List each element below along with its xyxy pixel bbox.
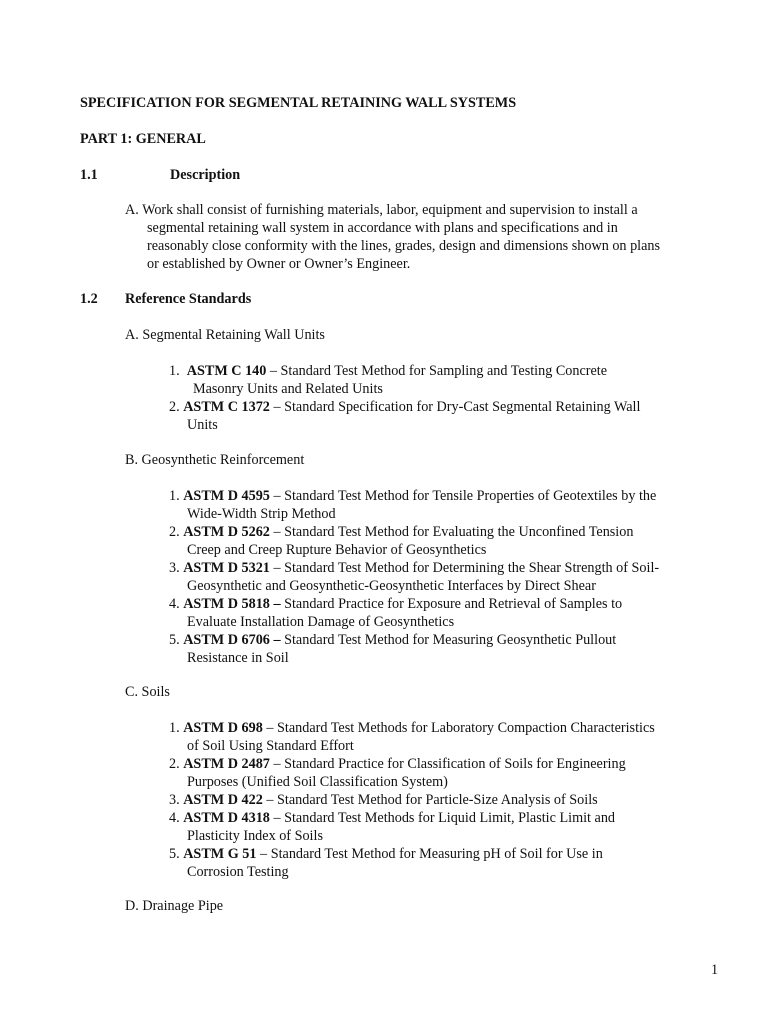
standard-code: ASTM C 140 xyxy=(186,363,267,379)
list-item: 1. ASTM D 698 – Standard Test Methods for Laboratory Compaction Characteristics of Soil Using Standard Effort xyxy=(169,720,655,754)
paragraph-line: or established by Owner or Owner’s Engineer. xyxy=(147,256,411,272)
list-item: 3. ASTM D 422 – Standard Test Method for Particle-Size Analysis of Soils xyxy=(169,792,598,808)
standard-code: ASTM D 4595 xyxy=(183,488,270,504)
list-item: 2. ASTM D 5262 – Standard Test Method for Evaluating the Unconfined Tension Creep and Creep Rupture Behavior of Geosynthetics xyxy=(169,524,634,558)
section-number-1-2: 1.2 xyxy=(80,291,98,307)
standard-code: ASTM D 4318 xyxy=(183,810,270,826)
paragraph-lead-line: A. Work shall consist of furnishing materials, labor, equipment and supervision to install a xyxy=(125,202,638,218)
section-title-reference-standards: Reference Standards xyxy=(125,291,252,307)
list-item: 1. ASTM C 140 – Standard Test Method for Sampling and Testing Concrete Masonry Units and Related Units xyxy=(169,363,608,397)
standard-code: ASTM D 2487 xyxy=(183,756,270,772)
list-item: 4. ASTM D 5818 – Standard Practice for Exposure and Retrieval of Samples to Evaluate Installation Damage of Geosynthetics xyxy=(169,596,623,630)
part-heading: PART 1: GENERAL xyxy=(80,131,206,147)
standards-list-b xyxy=(169,487,709,667)
standard-code: ASTM G 51 xyxy=(183,846,257,862)
standard-code: ASTM D 5818 – xyxy=(183,596,281,612)
paragraph-line: reasonably close conformity with the lines, grades, design and dimensions shown on plans xyxy=(147,238,661,254)
standard-code: ASTM D 698 xyxy=(183,720,263,736)
list-item: 2. ASTM C 1372 – Standard Specification for Dry-Cast Segmental Retaining Wall Units xyxy=(169,399,641,433)
document-title: SPECIFICATION FOR SEGMENTAL RETAINING WALL SYSTEMS xyxy=(80,95,517,111)
standard-code: ASTM C 1372 xyxy=(183,399,270,415)
subsection-heading-b: B. Geosynthetic Reinforcement xyxy=(125,452,305,468)
list-item: 1. ASTM D 4595 – Standard Test Method for Tensile Properties of Geotextiles by the Wide-Width Strip Method xyxy=(169,488,657,522)
page-number: 1 xyxy=(711,962,719,978)
subsection-heading-a: A. Segmental Retaining Wall Units xyxy=(125,327,325,343)
paragraph-line: segmental retaining wall system in accordance with plans and specifications and in xyxy=(147,220,618,236)
list-item: 5. ASTM G 51 – Standard Test Method for Measuring pH of Soil for Use in Corrosion Testing xyxy=(169,846,603,880)
section-title-description: Description xyxy=(170,167,241,183)
standard-code: ASTM D 5262 xyxy=(183,524,270,540)
list-item: 5. ASTM D 6706 – Standard Test Method for Measuring Geosynthetic Pullout Resistance in Soil xyxy=(169,632,617,666)
standards-list-a xyxy=(169,362,709,434)
standard-code: ASTM D 5321 xyxy=(183,560,270,576)
description-paragraph-a xyxy=(125,201,715,273)
standard-code: ASTM D 6706 – xyxy=(183,632,281,648)
list-item: 3. ASTM D 5321 – Standard Test Method for Determining the Shear Strength of Soil- Geosynthetic and Geosynthetic-Geosynthetic Interfaces by Direct Shear xyxy=(169,560,660,594)
section-number-1-1: 1.1 xyxy=(80,167,98,183)
subsection-heading-d: D. Drainage Pipe xyxy=(125,898,224,914)
subsection-heading-c: C. Soils xyxy=(125,684,170,700)
standard-code: ASTM D 422 xyxy=(183,792,263,808)
list-item: 4. ASTM D 4318 – Standard Test Methods for Liquid Limit, Plastic Limit and Plasticity Index of Soils xyxy=(169,810,616,844)
list-item: 2. ASTM D 2487 – Standard Practice for Classification of Soils for Engineering Purposes (Unified Soil Classification System) xyxy=(169,756,626,790)
standards-list-c xyxy=(169,719,709,881)
